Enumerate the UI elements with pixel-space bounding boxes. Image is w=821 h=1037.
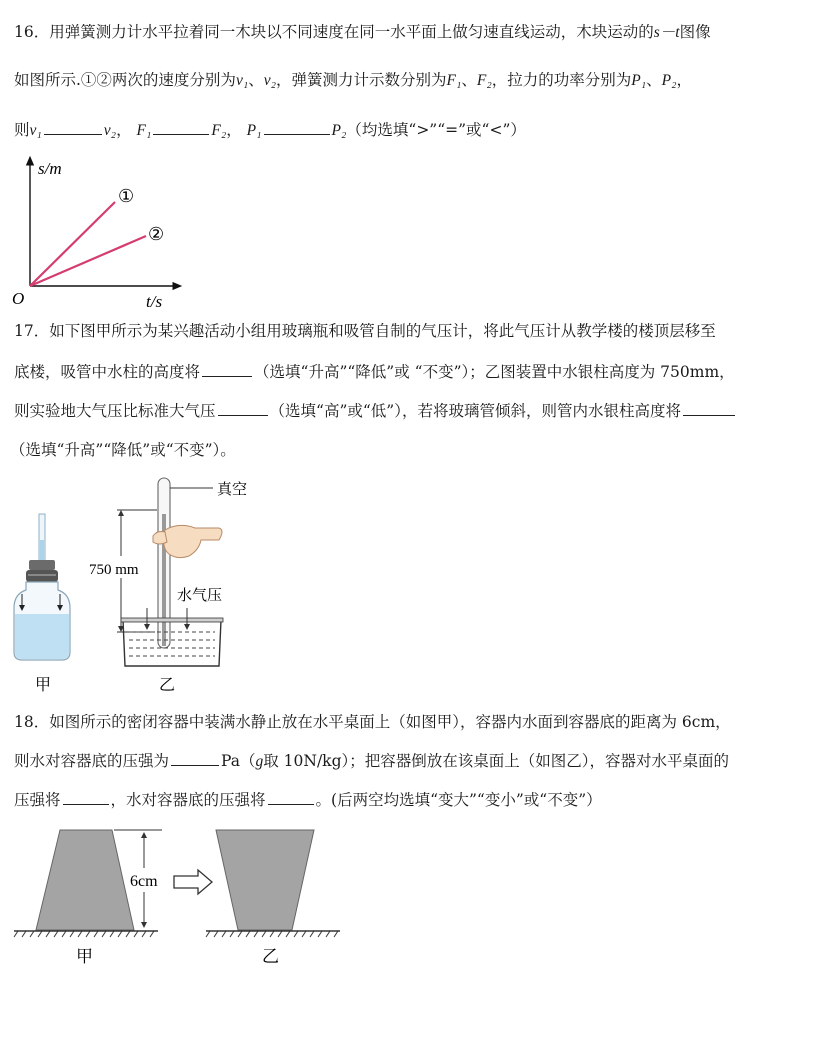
blank-mercury-height[interactable] [683,401,735,416]
q17-line3: 则实验地大气压比标准大气压 （选填“高”或“低”），若将玻璃管倾斜，则管内水银柱高度将 [14,401,737,421]
blank-table-pressure[interactable] [63,790,109,805]
container-figure [10,820,350,970]
line-2 [30,236,146,286]
q18-line1: 18．如图所示的密闭容器中装满水静止放在水平桌面上（如图甲），容器内水面到容器底的距离为 6cm， [14,713,731,731]
q16-line3: 则v₁ v₂， F₁ F₂， P₁ P₂（均选填“>”“=”或“<”） [14,121,526,139]
x-axis-label: t/s [146,292,163,311]
blank-f-compare[interactable] [153,120,209,135]
label-jia-18: 甲 [76,947,93,966]
q18-line2: 则水对容器底的压强为 Pa（g取 10N/kg）；把容器倒放在该桌面上（如图乙），容器对水平桌面的 [14,752,730,770]
blank-v-compare[interactable] [44,120,102,135]
q17-line2: 底楼，吸管中水柱的高度将 （选填“升高”“降低”或 “不变”）；乙图装置中水银柱高度为 750mm， [14,363,735,381]
blank-p-compare[interactable] [264,120,330,135]
q16-line1: 16．用弹簧测力计水平拉着同一木块以不同速度在同一水平面上做匀速直线运动，木块运动的s－t图像 [14,23,711,41]
height-6cm-label: 6cm [130,873,158,890]
bottle-barometer-figure [10,510,90,695]
blank-bottom-pressure[interactable] [268,790,314,805]
water-pressure-label: 水气压 [177,588,223,604]
q17-line4: （选填“升高”“降低”或“不变”）。 [10,441,236,459]
y-axis-label: s/m [38,159,62,178]
label-yi-17: 乙 [159,677,176,694]
line-1 [30,202,115,286]
st-graph [8,152,198,312]
vacuum-label: 真空 [217,482,248,498]
label-jia-17: 甲 [35,677,52,694]
height-750-label: 750 mm [89,562,139,578]
origin-label: O [12,289,25,308]
mercury-barometer-figure [89,470,265,695]
line-1-label: ① [118,186,135,206]
blank-water-column[interactable] [202,362,252,377]
label-yi-18: 乙 [262,947,279,966]
blank-water-pressure[interactable] [171,751,219,766]
line-2-label: ② [148,224,165,244]
q17-line1: 17．如下图甲所示为某兴趣活动小组用玻璃瓶和吸管自制的气压计，将此气压计从教学楼的楼顶层移至 [14,322,716,340]
q16-line2: 如图所示.①②两次的速度分别为v₁、v₂，弹簧测力计示数分别为F₁、F₂，拉力的功率分别为P₁、P₂， [14,71,693,89]
blank-atm-compare[interactable] [218,401,268,416]
q18-line3: 压强将 ，水对容器底的压强将 。(后两空均选填“变大”“变小”或“不变”） [14,791,602,809]
